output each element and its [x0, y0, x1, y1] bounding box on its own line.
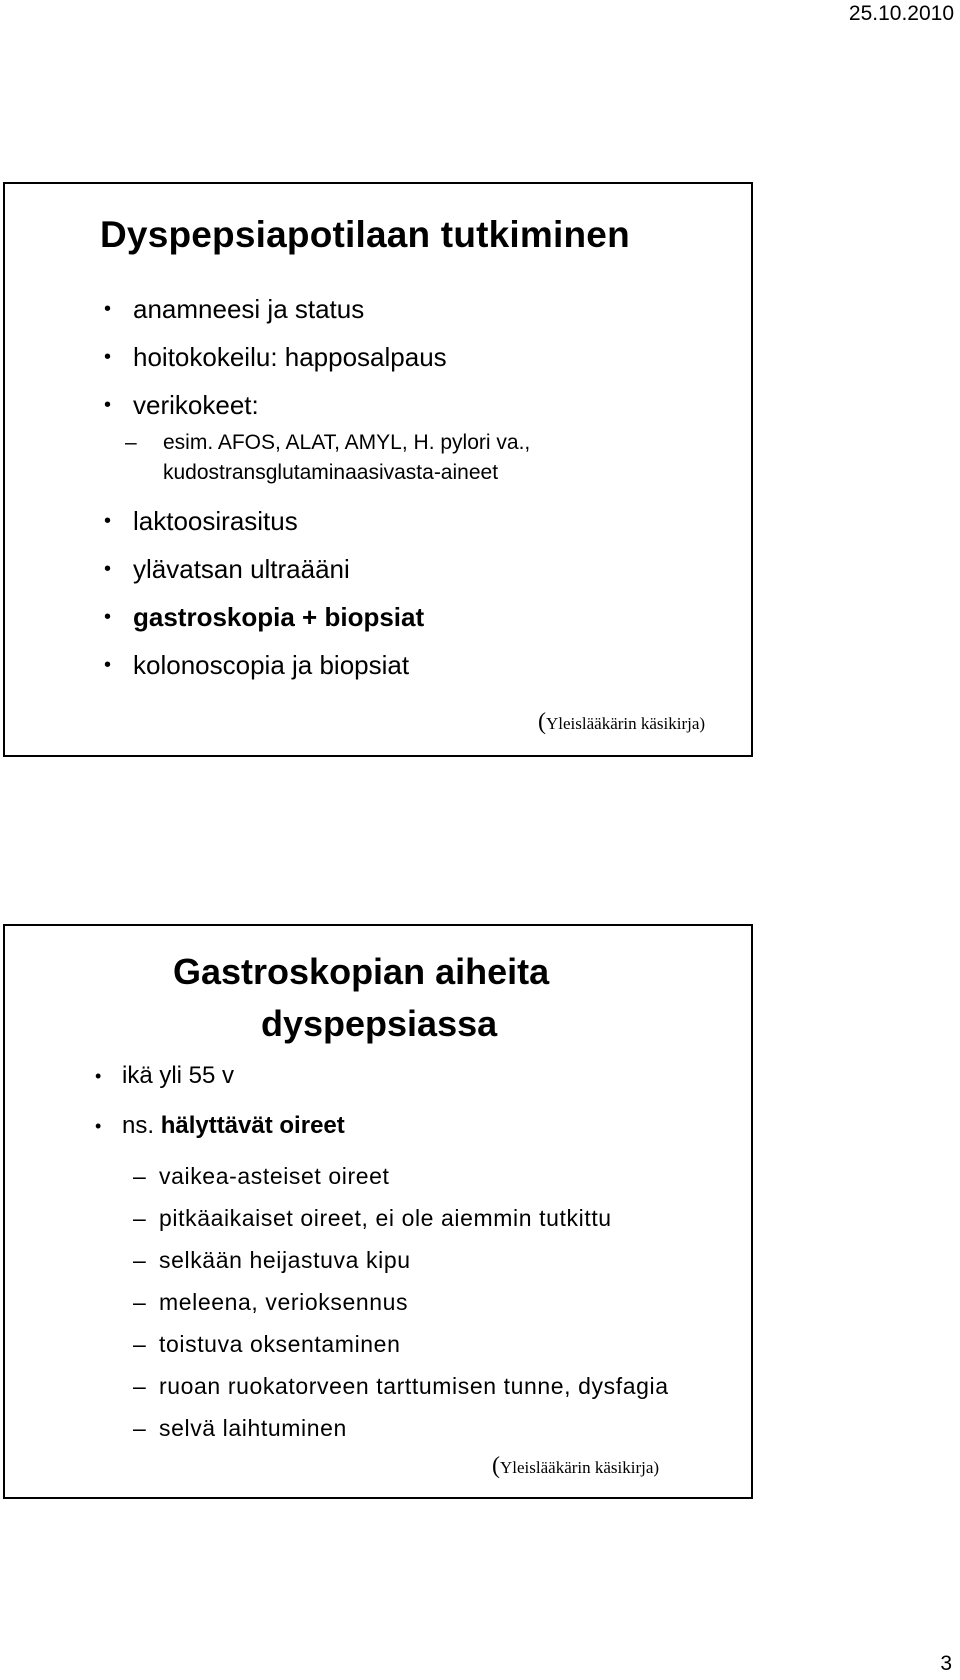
bullet-list	[95, 1061, 669, 1455]
list-item: • ns. hälyttävät oireet	[95, 1112, 345, 1139]
dash-icon: –	[133, 1415, 147, 1441]
page-date: 25.10.2010	[848, 2, 954, 25]
bullet-list	[100, 294, 530, 698]
bullet-icon: •	[104, 654, 112, 676]
dash-icon: –	[133, 1205, 147, 1231]
bullet-icon: •	[95, 1066, 102, 1086]
list-item: • gastroskopia + biopsiat	[104, 602, 425, 632]
sub-list-item: – esim. AFOS, ALAT, AMYL, H. pylori va., kudostransglutaminaasivasta-aineet	[163, 428, 530, 488]
slide-dyspepsia-examination	[3, 182, 753, 757]
dash-icon: –	[133, 1289, 147, 1315]
bullet-icon: •	[104, 606, 112, 628]
dash-icon: –	[133, 1163, 147, 1189]
list-item: • ikä yli 55 v	[95, 1062, 235, 1089]
bullet-icon: •	[104, 558, 112, 580]
slide-gastroscopy-indications	[3, 924, 753, 1499]
sub-list-item: – meleena, verioksennus	[133, 1289, 409, 1315]
dash-icon: –	[133, 1247, 147, 1273]
page-number: 3	[940, 1652, 952, 1675]
source-citation: (Yleislääkärin käsikirja)	[538, 709, 706, 735]
sub-list-item: – vaikea-asteiset oireet	[133, 1163, 390, 1189]
sub-list-item: – selvä laihtuminen	[133, 1415, 347, 1441]
title-line-1: Gastroskopian aiheita	[173, 951, 550, 992]
sub-list-item: – toistuva oksentaminen	[133, 1331, 401, 1357]
bullet-icon: •	[104, 298, 112, 320]
dash-icon: –	[133, 1373, 147, 1399]
list-item: • laktoosirasitus	[104, 506, 298, 536]
bullet-icon: •	[104, 346, 112, 368]
list-item: • hoitokokeilu: happosalpaus	[104, 342, 447, 372]
sub-list	[95, 1161, 669, 1443]
list-item: • ylävatsan ultraääni	[104, 554, 350, 584]
slide-title	[5, 946, 751, 1050]
bullet-icon: •	[95, 1116, 102, 1136]
title-line-2: dyspepsiassa	[261, 1003, 498, 1044]
list-item: • anamneesi ja status	[104, 294, 365, 324]
list-item: • verikokeet:	[104, 390, 259, 420]
dash-icon: –	[133, 1331, 147, 1357]
sub-list-item: – ruoan ruokatorveen tarttumisen tunne, dysfagia	[133, 1373, 669, 1399]
list-item: • kolonoscopia ja biopsiat	[104, 650, 410, 680]
slide-title: Dyspepsiapotilaan tutkiminen	[100, 214, 630, 255]
dash-icon: –	[125, 431, 137, 454]
bullet-icon: •	[104, 394, 112, 416]
sub-list-item: – selkään heijastuva kipu	[133, 1247, 411, 1273]
sub-list-item: – pitkäaikaiset oireet, ei ole aiemmin tutkittu	[133, 1205, 612, 1231]
bullet-icon: •	[104, 510, 112, 532]
source-citation: (Yleislääkärin käsikirja)	[492, 1453, 660, 1479]
